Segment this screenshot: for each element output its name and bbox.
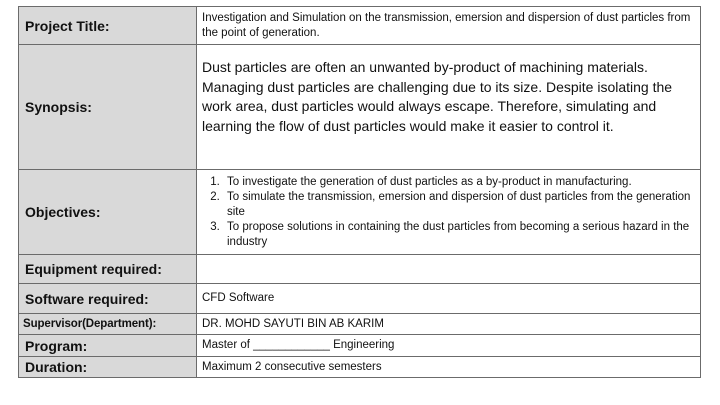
project-title-label: Project Title: [19,7,197,45]
supervisor-value: DR. MOHD SAYUTI BIN AB KARIM [197,314,701,335]
equipment-value [197,255,701,284]
equipment-label: Equipment required: [19,255,197,284]
table-row [19,314,701,335]
software-label: Software required: [19,284,197,314]
table-row [19,284,701,314]
software-value: CFD Software [197,284,701,314]
objectives-list [202,175,694,250]
program-value: Master of ____________ Engineering [197,335,701,357]
table-row [19,335,701,357]
synopsis-value: Dust particles are often an unwanted by-product of machining materials. Managing dust particles are challenging due to its size. Despite isolating the work area, dust particles would always escape. Therefore, simulating and learning the flow of dust particles would make it easier to control it. [197,45,701,170]
objectives-label: Objectives: [19,170,197,255]
objectives-value [197,170,701,255]
list-item: 1. To investigate the generation of dust particles as a by-product in manufacturing. [223,175,694,190]
synopsis-label: Synopsis: [19,45,197,170]
project-info-table [18,6,701,378]
program-label: Program: [19,335,197,357]
duration-value: Maximum 2 consecutive semesters [197,357,701,378]
table-row [19,357,701,378]
table-row [19,45,701,170]
table-row [19,255,701,284]
table-row [19,7,701,45]
duration-label: Duration: [19,357,197,378]
list-item: 3. To propose solutions in containing the dust particles from becoming a serious hazard in the industry [223,220,694,250]
list-item: 2. To simulate the transmission, emersion and dispersion of dust particles from the generation site [223,190,694,220]
project-title-value: Investigation and Simulation on the transmission, emersion and dispersion of dust particles from the point of generation. [197,7,701,45]
supervisor-label: Supervisor(Department): [19,314,197,335]
table-row [19,170,701,255]
